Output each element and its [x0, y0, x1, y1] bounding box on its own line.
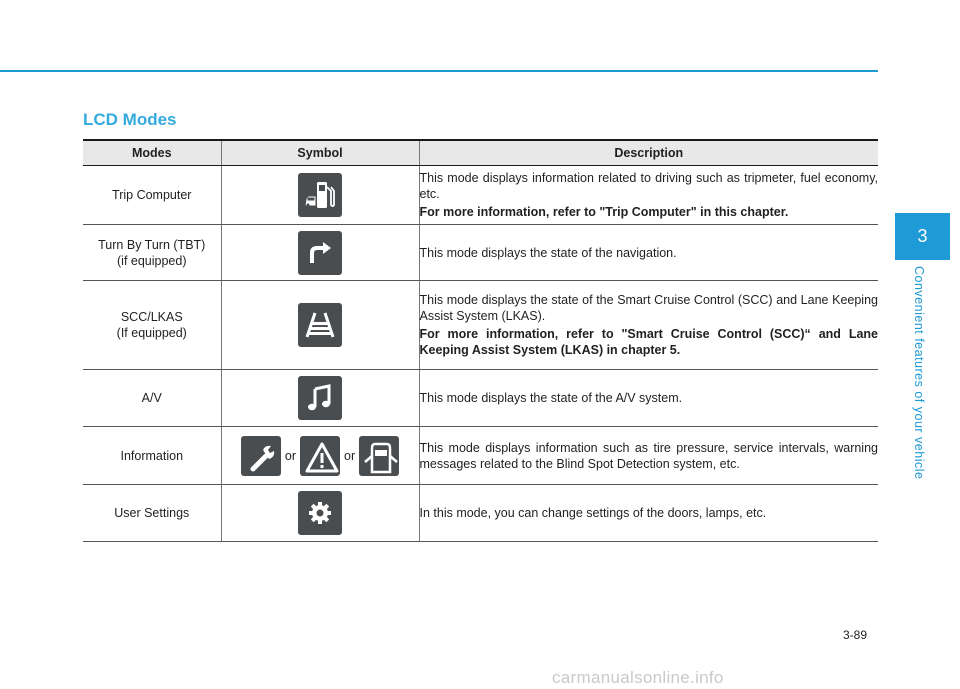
description-cell	[419, 427, 878, 485]
turn-arrow-icon	[298, 231, 342, 275]
header-modes: Modes	[83, 140, 221, 166]
table-row	[83, 166, 878, 225]
or-separator: or	[344, 448, 356, 463]
warning-triangle-icon	[300, 436, 340, 476]
chapter-label: Convenient features of your vehicle	[912, 266, 926, 480]
description-text: This mode displays information such as tire pressure, service intervals, warning messages related to the Blind Spot Detection system, etc.	[419, 440, 878, 471]
description-text: This mode displays information related to driving such as tripmeter, fuel economy, etc.	[419, 171, 878, 201]
mode-label: Trip Computer	[112, 188, 192, 202]
table-header-row	[83, 140, 878, 166]
fuel-car-icon	[298, 173, 342, 217]
description-cell	[419, 485, 878, 542]
description-cell	[419, 281, 878, 370]
description-cell	[419, 166, 878, 225]
table-row	[83, 485, 878, 542]
mode-cell	[83, 370, 221, 427]
description-text: This mode displays the state of the Smart Cruise Control (SCC) and Lane Keeping Assist System (LKAS).	[419, 293, 878, 323]
mode-cell	[83, 225, 221, 281]
or-separator: or	[284, 448, 296, 463]
symbol-cell	[221, 281, 419, 370]
gear-icon	[298, 491, 342, 535]
table-row	[83, 225, 878, 281]
header-description: Description	[419, 140, 878, 166]
header-symbol: Symbol	[221, 140, 419, 166]
chapter-tab: 3	[895, 213, 950, 260]
mode-label: Turn By Turn (TBT)	[98, 237, 206, 252]
mode-label: A/V	[141, 391, 162, 405]
mode-label: User Settings	[114, 506, 190, 520]
description-cell	[419, 370, 878, 427]
description-text: This mode displays the state of the navigation.	[419, 245, 677, 260]
description-reference: For more information, refer to "Smart Cruise Control (SCC)“ and Lane Keeping Assist System (LKAS) in chapter 5.	[419, 327, 878, 357]
mode-cell	[83, 281, 221, 370]
car-doors-icon	[359, 436, 399, 476]
table-row	[83, 427, 878, 485]
mode-label: SCC/LKAS	[120, 310, 183, 324]
wrench-icon	[241, 436, 281, 476]
symbol-cell	[221, 370, 419, 427]
symbol-cell	[221, 485, 419, 542]
table-row	[83, 370, 878, 427]
description-reference: For more information, refer to "Trip Computer" in this chapter.	[419, 205, 789, 219]
symbol-cell	[221, 427, 419, 485]
mode-sublabel: (if equipped)	[117, 253, 187, 268]
description-text: This mode displays the state of the A/V system.	[419, 391, 683, 405]
music-note-icon	[298, 376, 342, 420]
mode-cell	[83, 427, 221, 485]
mode-cell	[83, 485, 221, 542]
mode-cell	[83, 166, 221, 225]
lane-icon	[298, 303, 342, 347]
mode-label: Information	[120, 448, 184, 463]
description-text: In this mode, you can change settings of the doors, lamps, etc.	[419, 506, 767, 520]
lcd-modes-table	[83, 139, 878, 542]
page-number: 3-89	[843, 628, 868, 642]
table-row	[83, 281, 878, 370]
watermark: carmanualsonline.info	[552, 668, 724, 687]
top-rule	[0, 70, 878, 72]
symbol-cell	[221, 166, 419, 225]
section-title: LCD Modes	[83, 110, 177, 129]
description-cell	[419, 225, 878, 281]
mode-sublabel: (If equipped)	[116, 326, 187, 340]
symbol-cell	[221, 225, 419, 281]
